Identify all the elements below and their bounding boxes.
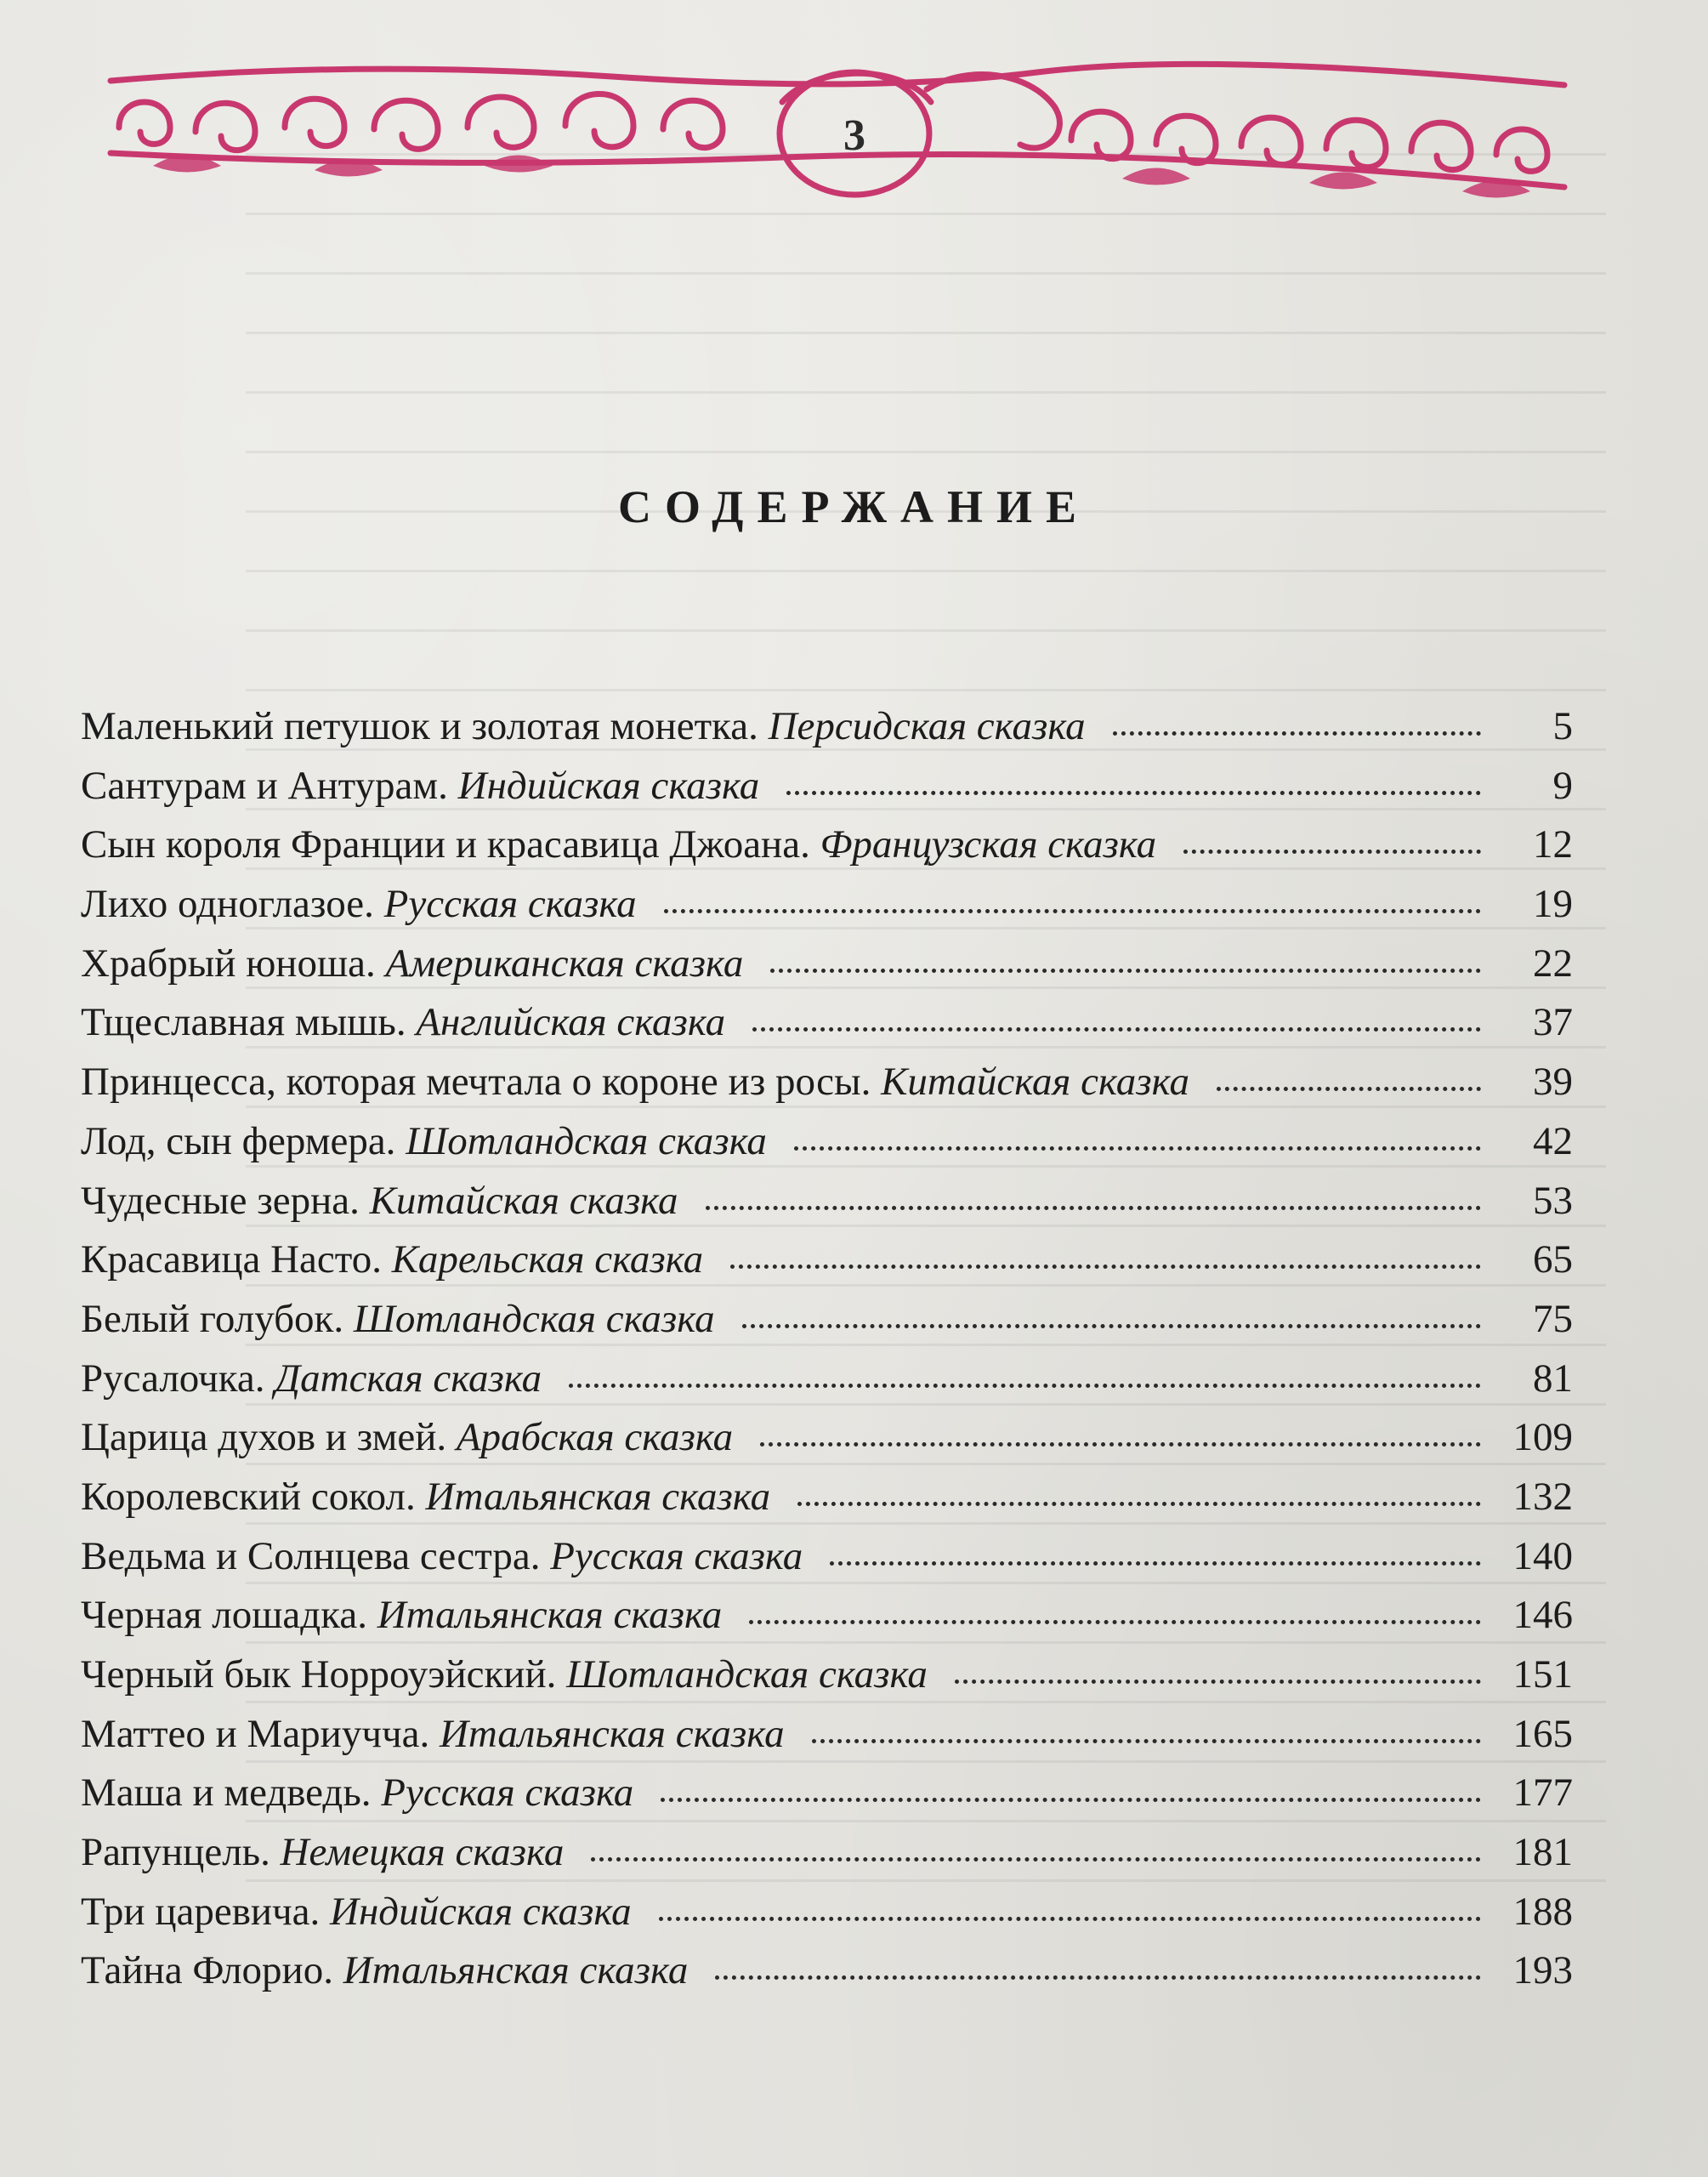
story-title: Черная лошадка. [81,1593,367,1638]
story-title: Принцесса, которая мечтала о короне из росы. [81,1060,871,1105]
toc-entry [81,1646,1573,1705]
page-ref: 165 [1512,1711,1573,1756]
page-ref: 19 [1533,882,1573,927]
story-title: Красавица Насто. [81,1237,382,1282]
story-title: Тайна Флорио. [81,1948,333,1993]
toc-entry [81,1764,1573,1823]
toc-entry-text [81,816,1156,875]
page-ref: 53 [1533,1178,1573,1223]
toc-entry-text [81,697,1086,757]
story-origin: Итальянская сказка [377,1593,723,1638]
toc-entry [81,1408,1573,1468]
toc-entry-text [81,757,759,816]
toc-entry [81,1112,1573,1172]
dot-leader [794,1146,1481,1151]
toc-entry [81,1883,1573,1942]
toc-entry [81,757,1573,816]
story-origin: Итальянская сказка [439,1711,785,1756]
story-title: Лихо одноглазое. [81,882,374,927]
dot-leader [706,1206,1482,1210]
dot-leader [1217,1087,1481,1091]
page-ref: 193 [1512,1948,1573,1993]
page-ref: 151 [1512,1652,1573,1697]
toc-entry-text [81,1646,928,1705]
toc-entry-text [81,1823,564,1883]
story-origin: Шотландская сказка [406,1118,767,1163]
story-origin: Русская сказка [550,1533,803,1578]
toc-entry [81,1586,1573,1646]
story-origin: Немецкая сказка [280,1830,565,1875]
dot-leader [1113,731,1481,736]
story-origin: Итальянская сказка [425,1474,771,1519]
story-title: Черный бык Норроуэйский. [81,1652,557,1697]
dot-leader [659,1917,1481,1921]
story-origin: Арабская сказка [456,1415,734,1460]
contents-heading: СОДЕРЖАНИЕ [618,481,1090,532]
toc-entry [81,816,1573,875]
dot-leader [1183,850,1481,854]
page-ref: 42 [1533,1118,1573,1163]
dot-leader [715,1975,1481,1980]
table-of-contents [81,697,1573,2001]
story-origin: Американская сказка [385,941,744,986]
dot-leader [786,791,1481,795]
toc-entry [81,1705,1573,1765]
story-title: Лод, сын фермера. [81,1118,396,1163]
page-ref: 181 [1512,1830,1573,1875]
page-ref: 140 [1512,1533,1573,1578]
toc-entry-text [81,1764,633,1823]
toc-entry-text [81,1408,733,1468]
story-origin: Французская сказка [820,822,1157,867]
dot-leader [591,1857,1481,1862]
toc-entry-text [81,1231,703,1290]
page-ref: 146 [1512,1593,1573,1638]
dot-leader [661,1798,1481,1802]
story-title: Храбрый юноша. [81,941,376,986]
story-title: Маша и медведь. [81,1771,372,1816]
dot-leader [730,1265,1481,1269]
page-ref: 65 [1533,1237,1573,1282]
story-title: Маленький петушок и золотая монетка. [81,704,758,748]
story-title: Царица духов и змей. [81,1415,447,1460]
toc-entry-text [81,993,725,1053]
toc-entry [81,1172,1573,1231]
toc-entry-text [81,1705,785,1765]
story-title: Маттео и Мариучча. [81,1711,430,1756]
story-origin: Русская сказка [381,1771,634,1816]
page-ref: 5 [1552,704,1573,748]
toc-entry [81,1350,1573,1409]
page-ref: 39 [1533,1060,1573,1105]
page-ref: 75 [1533,1296,1573,1341]
story-origin: Итальянская сказка [343,1948,689,1993]
story-title: Белый голубок. [81,1296,344,1341]
story-origin: Индийская сказка [457,763,760,808]
dot-leader [760,1442,1481,1447]
dot-leader [830,1561,1481,1566]
dot-leader [955,1680,1481,1684]
page-ref: 12 [1533,822,1573,867]
story-origin: Карельская сказка [391,1237,704,1282]
story-title: Три царевича. [81,1889,321,1934]
dot-leader [742,1324,1481,1328]
story-title: Ведьма и Солнцева сестра. [81,1533,541,1578]
story-title: Сантурам и Антурам. [81,763,448,808]
toc-entry-text [81,1883,632,1942]
dot-leader [797,1502,1481,1506]
story-title: Русалочка. [81,1356,265,1401]
dot-leader [770,969,1481,973]
toc-entry-text [81,1527,803,1587]
story-title: Тщеславная мышь. [81,1000,406,1045]
toc-entry [81,1823,1573,1883]
page-ref: 177 [1512,1771,1573,1816]
toc-entry [81,935,1573,994]
dot-leader [664,909,1481,913]
toc-entry-text [81,1350,542,1409]
story-origin: Персидская сказка [768,704,1086,748]
toc-entry-text [81,1053,1189,1112]
toc-entry [81,1290,1573,1350]
toc-entry [81,1231,1573,1290]
toc-entry-text [81,1468,770,1527]
story-origin: Китайская сказка [881,1060,1189,1105]
page-ref: 22 [1533,941,1573,986]
page-number: 3 [843,111,865,160]
toc-entry [81,1941,1573,2001]
toc-entry-text [81,935,743,994]
story-title: Чудесные зерна. [81,1178,360,1223]
dot-leader [569,1384,1481,1388]
toc-entry-text [81,1586,722,1646]
toc-entry [81,1468,1573,1527]
toc-entry-text [81,1112,767,1172]
page-ref: 132 [1512,1474,1573,1519]
story-title: Сын короля Франции и красавица Джоана. [81,822,810,867]
story-title: Королевский сокол. [81,1474,416,1519]
toc-entry-text [81,875,637,935]
page-ref: 9 [1552,763,1573,808]
story-origin: Русская сказка [383,882,637,927]
toc-entry [81,1053,1573,1112]
toc-entry-text [81,1941,688,2001]
story-origin: Шотландская сказка [566,1652,928,1697]
toc-entry [81,1527,1573,1587]
toc-entry-text [81,1172,678,1231]
dot-leader [812,1739,1481,1743]
toc-entry [81,875,1573,935]
page-ref: 81 [1533,1356,1573,1401]
story-origin: Английская сказка [416,1000,726,1045]
page-ref: 109 [1512,1415,1573,1460]
dot-leader [749,1620,1481,1624]
toc-entry [81,993,1573,1053]
story-origin: Китайская сказка [369,1178,678,1223]
toc-entry [81,697,1573,757]
toc-entry-text [81,1290,715,1350]
story-origin: Индийская сказка [330,1889,632,1934]
page-ref: 188 [1512,1889,1573,1934]
story-origin: Датская сказка [275,1356,542,1401]
story-origin: Шотландская сказка [353,1296,715,1341]
page-ref: 37 [1533,1000,1573,1045]
dot-leader [752,1027,1481,1032]
story-title: Рапунцель. [81,1830,270,1875]
